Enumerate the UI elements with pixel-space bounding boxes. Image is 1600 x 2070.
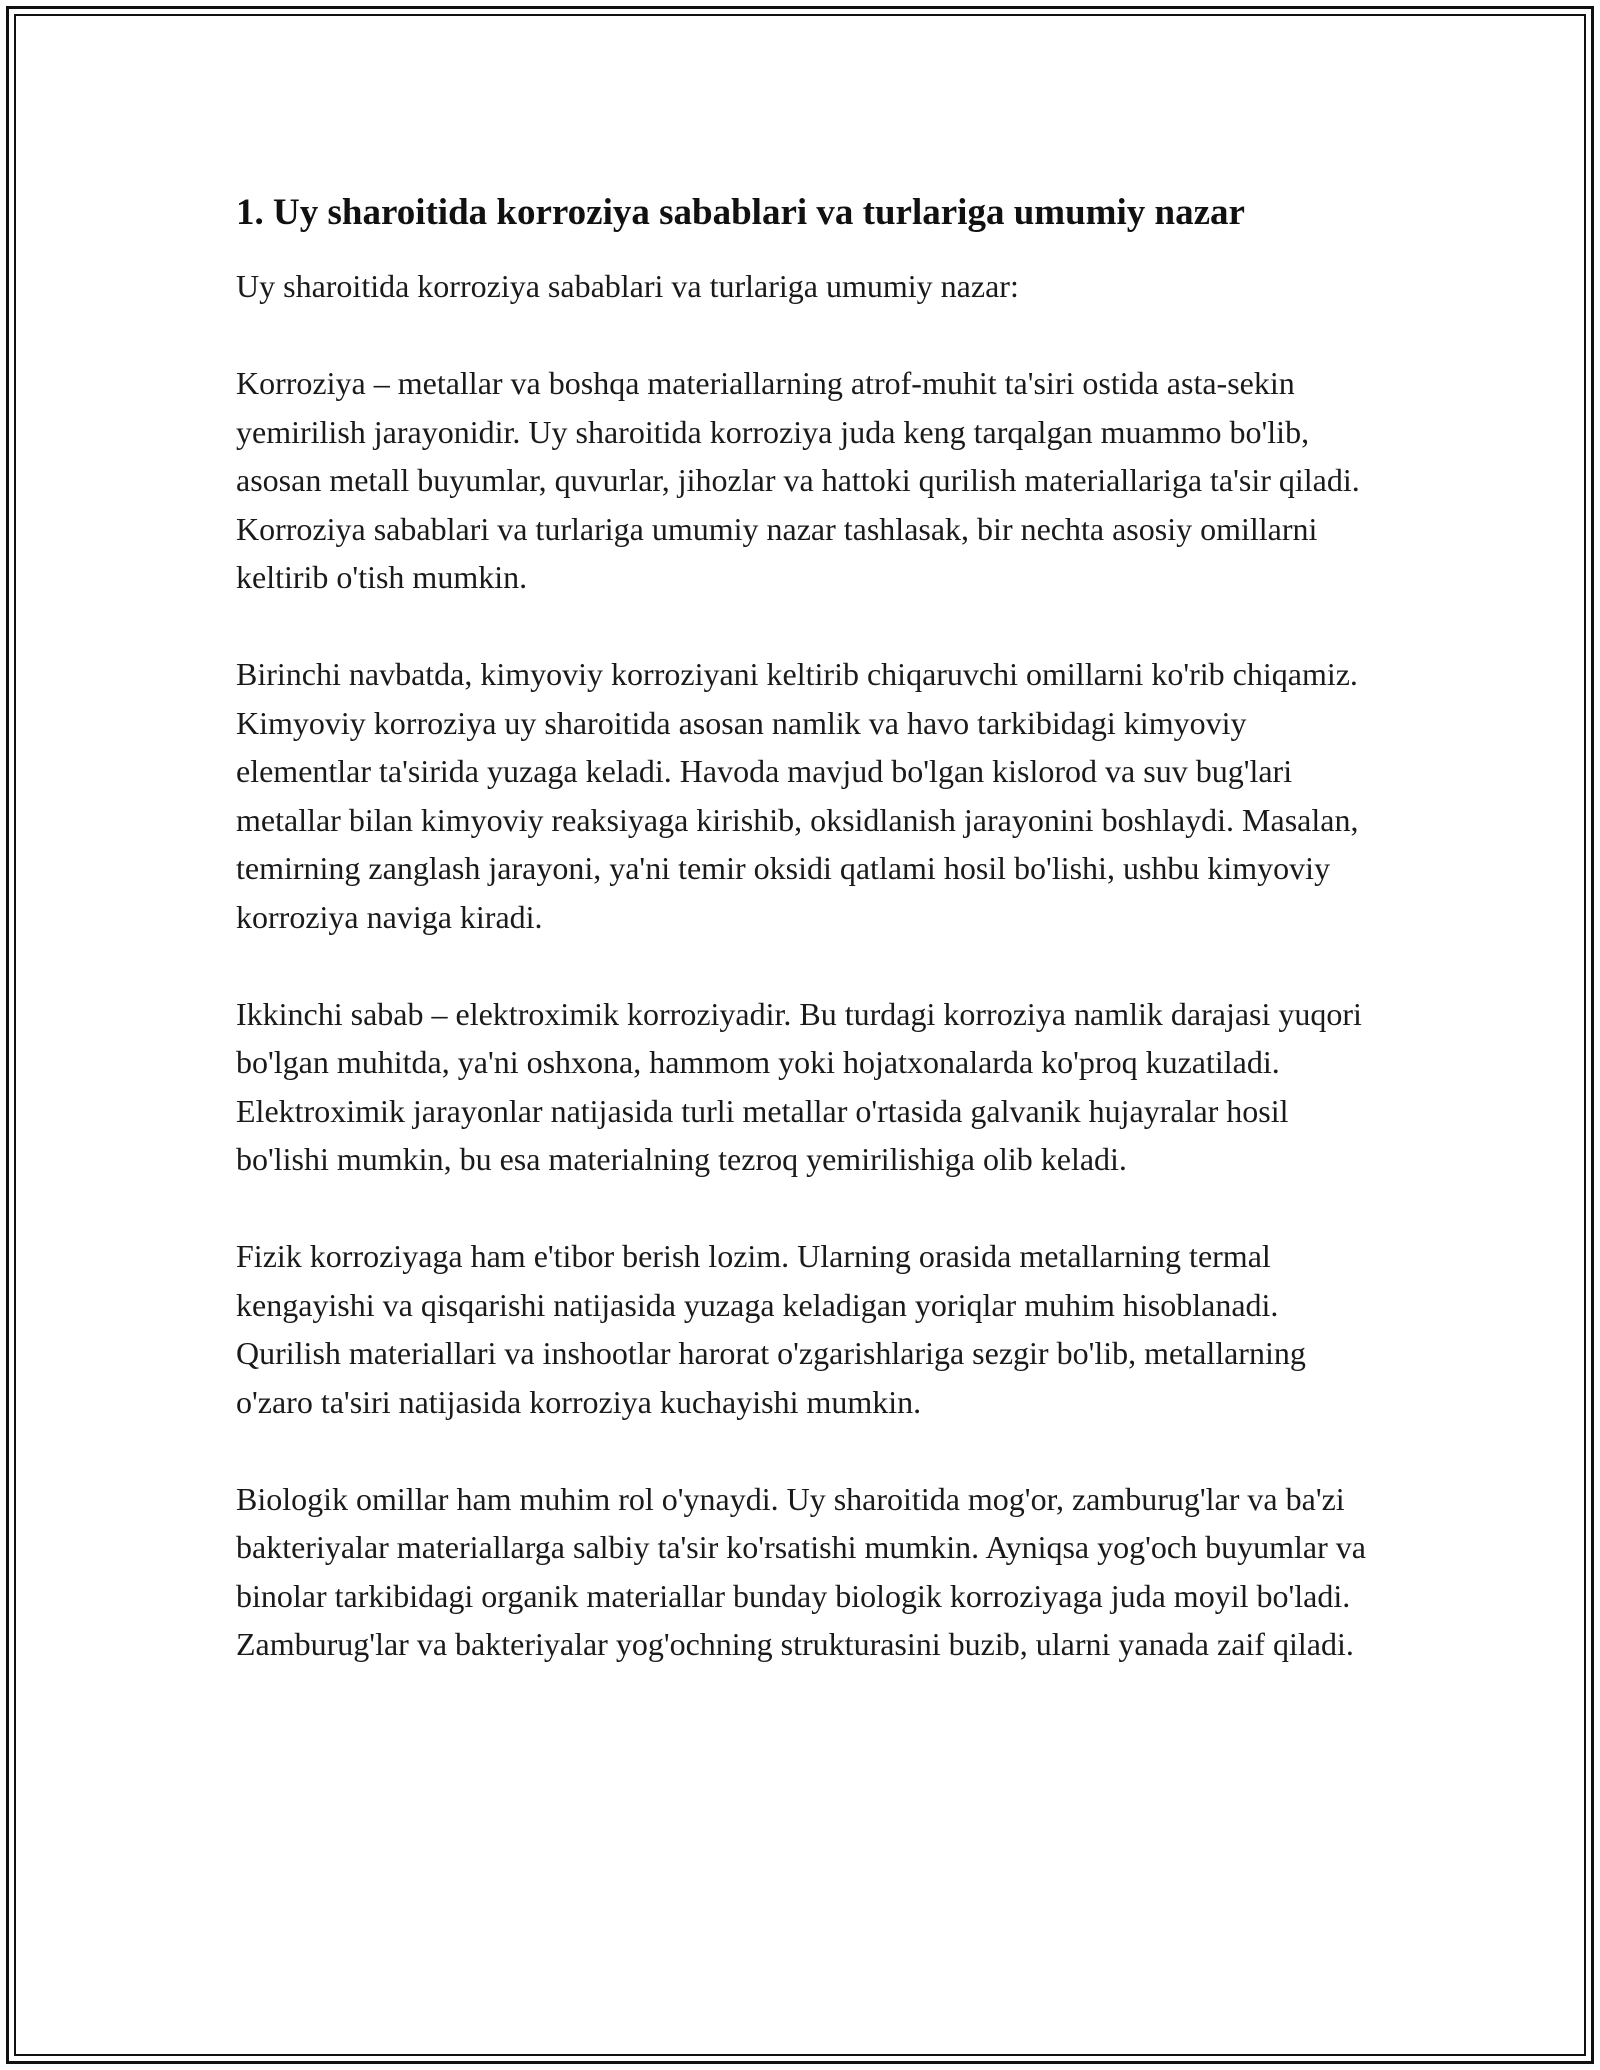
paragraph-korroziya-definition: Korroziya – metallar va boshqa materiallarning atrof-muhit ta'siri ostida asta-sekin yemirilish jarayonidir. Uy sharoitida korroziya juda keng tarqalgan muammo bo'lib, asosan metall buyumlar, quvurlar, jihozlar va hattoki qurilish materiallariga ta'sir qiladi. Korroziya sabablari va turlariga umumiy nazar tashlasak, bir nechta asosiy omillarni keltirib o'tish mumkin. xyxy=(236,365,1360,595)
paragraph-physical-corrosion: Fizik korroziyaga ham e'tibor berish lozim. Ularning orasida metallarning termal kengayishi va qisqarishi natijasida yuzaga keladigan yoriqlar muhim hisoblanadi. Qurilish materiallari va inshootlar harorat o'zgarishlariga sezgir bo'lib, metallarning o'zaro ta'siri natijasida korroziya kuchayishi mumkin. xyxy=(236,1238,1306,1420)
section-heading: 1. Uy sharoitida korroziya sabablari va turlariga umumiy nazar xyxy=(236,192,1245,233)
document-body xyxy=(236,186,1376,1669)
paragraph-electrochemical-corrosion: Ikkinchi sabab – elektroximik korroziyadir. Bu turdagi korroziya namlik darajasi yuqori bo'lgan muhitda, ya'ni oshxona, hammom yoki hojatxonalarda ko'proq kuzatiladi. Elektroximik jarayonlar natijasida turli metallar o'rtasida galvanik hujayralar hosil bo'lishi mumkin, bu esa materialning tezroq yemirilishiga olib keladi. xyxy=(236,995,1362,1177)
intro-line: Uy sharoitida korroziya sabablari va turlariga umumiy nazar: xyxy=(236,268,1019,304)
paragraph-biological-factors: Biologik omillar ham muhim rol o'ynaydi. Uy sharoitida mog'or, zamburug'lar va ba'zi bakteriyalar materiallarga salbiy ta'sir ko'rsatishi mumkin. Ayniqsa yog'och buyumlar va binolar tarkibidagi organik materiallar bunday biologik korroziyaga juda moyil bo'ladi. Zamburug'lar va bakteriyalar yog'ochning strukturasini buzib, ularni yanada zaif qiladi. xyxy=(236,1480,1366,1662)
paragraph-chemical-corrosion: Birinchi navbatda, kimyoviy korroziyani keltirib chiqaruvchi omillarni ko'rib chiqamiz. Kimyoviy korroziya uy sharoitida asosan namlik va havo tarkibidagi kimyoviy elementlar ta'sirida yuzaga keladi. Havoda mavjud bo'lgan kislorod va suv bug'lari metallar bilan kimyoviy reaksiyaga kirishib, oksidlanish jarayonini boshlaydi. Masalan, temirning zanglash jarayoni, ya'ni temir oksidi qatlami hosil bo'lishi, ushbu kimyoviy korroziya naviga kiradi. xyxy=(236,656,1359,935)
